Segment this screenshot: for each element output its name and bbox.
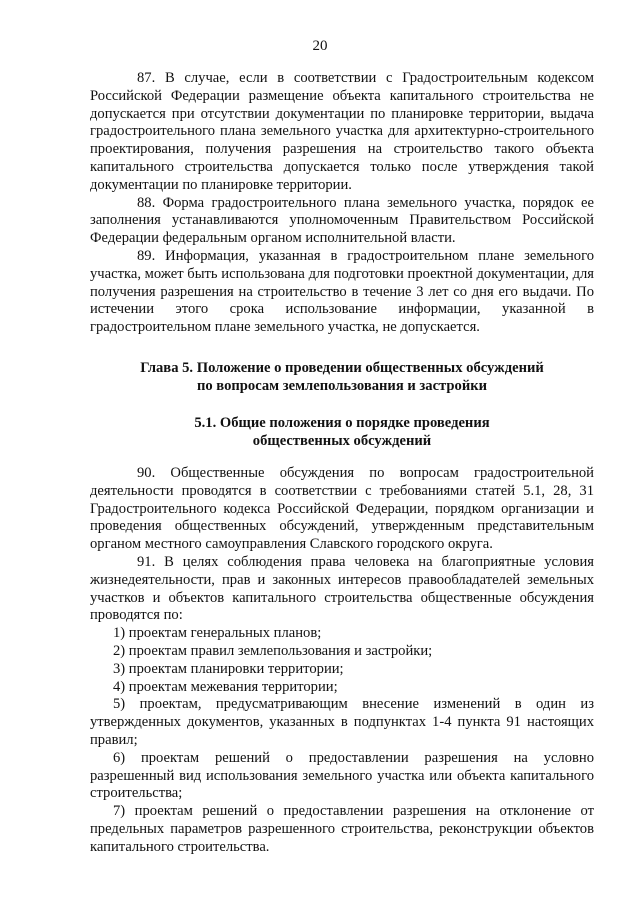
section-heading-line-1: 5.1. Общие положения о порядке проведения <box>194 414 490 431</box>
list-item-4: 4) проектам межевания территории; <box>113 678 338 695</box>
chapter-heading-line-2: по вопросам землепользования и застройки <box>196 377 488 394</box>
list-item-1: 1) проектам генеральных планов; <box>113 625 322 642</box>
list-item-7: 7) проектам решений о предоставлении разрешения на отклонение от предельных параметров разрешенного строительства, реконструкции объектов капитального строительства. <box>90 803 594 855</box>
chapter-heading-line-1: Глава 5. Положение о проведении общественных обсуждений <box>140 359 544 376</box>
section-heading-line-2: общественных обсуждений <box>252 432 432 449</box>
paragraph-89: 89. Информация, указанная в градостроительном плане земельного участка, может быть использована для подготовки проектной документации, для получения разрешения на строительство в течение 3 лет со дня его выдачи. По истечении этого срока использование информации, указанной в градостроительном плане земельного участка, не допускается. <box>90 247 594 336</box>
paragraph-87: 87. В случае, если в соответствии с Градостроительным кодексом Российской Федерации размещение объекта капитального строительства не допускается при отсутствии документации по планировке территории, выдача градостроительного плана земельного участка для архитектурно-строительного проектирования, получения разрешения на строительство такого объекта капитального строительства допускается только после утверждения такой документации по планировке территории. <box>90 70 594 193</box>
page-number: 20 <box>312 38 328 54</box>
list-item-5: 5) проектам, предусматривающим внесение изменений в один из утвержденных документов, указанных в подпунктах 1-4 пункта 91 настоящих правил; <box>90 696 594 748</box>
list-item-3: 3) проектам планировки территории; <box>113 660 344 677</box>
paragraph-91: 91. В целях соблюдения права человека на благоприятные условия жизнедеятельности, прав и законных интересов правообладателей земельных участков и объектов капитального строительства общественные обсуждения проводятся по: <box>90 553 594 624</box>
document-body <box>90 70 594 856</box>
list-item-6: 6) проектам решений о предоставлении разрешения на условно разрешенный вид использования земельного участка или объекта капитального строительства; <box>90 749 594 802</box>
list-item-2: 2) проектам правил землепользования и застройки; <box>113 642 433 659</box>
paragraph-90: 90. Общественные обсуждения по вопросам градостроительной деятельности проводятся в соответствии с требованиями статей 5.1, 28, 31 Градостроительного кодекса Российской Федерации, порядком организации и проведения общественных обсуждений, утвержденным представительным органом местного самоуправления Славского городского округа. <box>90 464 594 553</box>
paragraph-88: 88. Форма градостроительного плана земельного участка, порядок ее заполнения устанавливаются уполномоченным Правительством Российской Федерации федеральным органом исполнительной власти. <box>90 194 594 247</box>
